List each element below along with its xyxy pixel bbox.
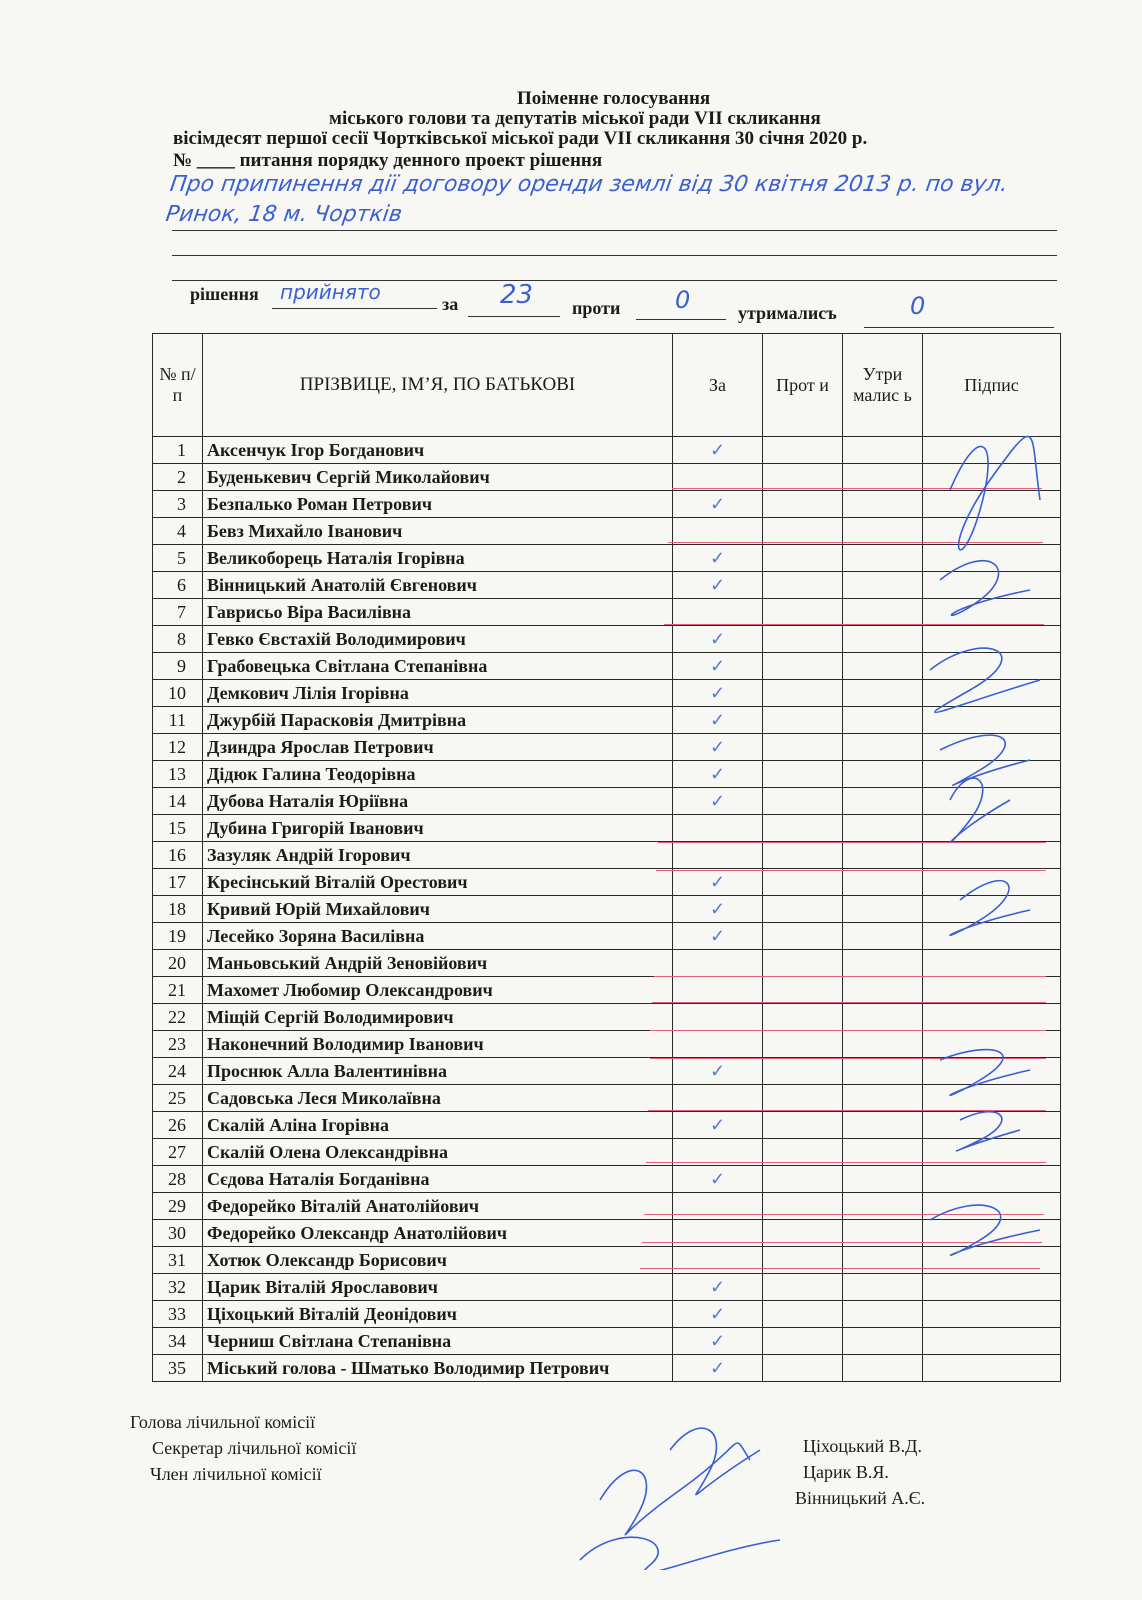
vote-abstained-cell xyxy=(843,1085,923,1112)
table-row xyxy=(153,1274,1061,1301)
vote-for-mark: ✓ xyxy=(673,626,763,653)
vote-against-cell xyxy=(763,1247,843,1274)
vote-against-cell xyxy=(763,1193,843,1220)
vote-abstained-cell xyxy=(843,950,923,977)
vote-abstained-cell xyxy=(843,1274,923,1301)
vote-abstained-cell xyxy=(843,1031,923,1058)
vote-against-cell xyxy=(763,1166,843,1193)
row-number: 26 xyxy=(153,1112,203,1139)
vote-for-mark: ✓ xyxy=(673,437,763,464)
vote-for-mark xyxy=(673,1247,763,1274)
deputy-name: Наконечний Володимир Іванович xyxy=(203,1031,673,1058)
vote-abstained-cell xyxy=(843,842,923,869)
row-number: 34 xyxy=(153,1328,203,1355)
vote-against-cell xyxy=(763,761,843,788)
member-name: Вінницький А.Є. xyxy=(795,1488,926,1508)
vote-abstained-cell xyxy=(843,1058,923,1085)
deputy-name: Вінницький Анатолій Євгенович xyxy=(203,572,673,599)
vote-abstained-cell xyxy=(843,599,923,626)
vote-abstained-cell xyxy=(843,896,923,923)
vote-against-cell xyxy=(763,842,843,869)
row-number: 32 xyxy=(153,1274,203,1301)
deputy-name: Буденькевич Сергій Миколайович xyxy=(203,464,673,491)
row-number: 23 xyxy=(153,1031,203,1058)
signatures-column xyxy=(920,420,1060,1260)
vote-against-cell xyxy=(763,1085,843,1112)
vote-against-cell xyxy=(763,1274,843,1301)
row-number: 18 xyxy=(153,896,203,923)
vote-for-mark xyxy=(673,1004,763,1031)
vote-abstained-cell xyxy=(843,815,923,842)
col-abstained: Утри малис ь xyxy=(843,334,923,437)
row-number: 28 xyxy=(153,1166,203,1193)
doc-subtitle-3: № ____ питання порядку денного проект рішення xyxy=(173,150,603,171)
vote-abstained-cell xyxy=(843,653,923,680)
vote-abstained-cell xyxy=(843,518,923,545)
row-number: 22 xyxy=(153,1004,203,1031)
vote-against-cell xyxy=(763,437,843,464)
vote-against-cell xyxy=(763,491,843,518)
deputy-name: Лесейко Зоряна Василівна xyxy=(203,923,673,950)
vote-abstained-cell xyxy=(843,761,923,788)
abstained-label: утрималисъ xyxy=(738,303,837,323)
deputy-name: Скалій Аліна Ігорівна xyxy=(203,1112,673,1139)
row-number: 4 xyxy=(153,518,203,545)
row-number: 19 xyxy=(153,923,203,950)
signature-cell xyxy=(923,1328,1061,1355)
deputy-name: Демкович Лілія Ігорівна xyxy=(203,680,673,707)
deputy-name: Кривий Юрій Михайлович xyxy=(203,896,673,923)
doc-subtitle-2: вісімдесят першої сесії Чортківської міської ради VII скликання 30 січня 2020 р. xyxy=(173,128,868,149)
doc-title: Поіменне голосування xyxy=(517,88,711,109)
doc-subtitle-1: міського голови та депутатів міської ради VII скликання xyxy=(329,108,821,129)
vote-for-mark xyxy=(673,464,763,491)
vote-against-cell xyxy=(763,1355,843,1382)
vote-abstained-cell xyxy=(843,572,923,599)
vote-against-cell xyxy=(763,1112,843,1139)
abstained-count: 0 xyxy=(910,292,926,320)
chair-label: Голова лічильної комісії xyxy=(130,1412,316,1432)
deputy-name: Бевз Михайло Іванович xyxy=(203,518,673,545)
vote-abstained-cell xyxy=(843,1004,923,1031)
signature-cell xyxy=(923,1274,1061,1301)
row-number: 35 xyxy=(153,1355,203,1382)
vote-for-mark: ✓ xyxy=(673,1274,763,1301)
row-number: 10 xyxy=(153,680,203,707)
row-number: 13 xyxy=(153,761,203,788)
deputy-name: Федорейко Олександр Анатолійович xyxy=(203,1220,673,1247)
row-number: 29 xyxy=(153,1193,203,1220)
vote-for-mark: ✓ xyxy=(673,1328,763,1355)
vote-for-mark: ✓ xyxy=(673,734,763,761)
row-number: 20 xyxy=(153,950,203,977)
vote-abstained-cell xyxy=(843,869,923,896)
vote-for-mark: ✓ xyxy=(673,1058,763,1085)
deputy-name: Садовська Леся Миколаївна xyxy=(203,1085,673,1112)
vote-against-cell xyxy=(763,1328,843,1355)
handwritten-topic: Про припинення дії договору оренди землі від 30 квітня 2013 р. по вул. Ринок, 18 м. Чортків xyxy=(164,172,1010,227)
deputy-name: Джурбій Парасковія Дмитрівна xyxy=(203,707,673,734)
deputy-name: Міський голова - Шматько Володимир Петрович xyxy=(203,1355,673,1382)
vote-for-mark: ✓ xyxy=(673,1301,763,1328)
col-for: За xyxy=(673,334,763,437)
deputy-name: Черниш Світлана Степанівна xyxy=(203,1328,673,1355)
signature-cell xyxy=(923,1355,1061,1382)
deputy-name: Проснюк Алла Валентинівна xyxy=(203,1058,673,1085)
vote-against-cell xyxy=(763,653,843,680)
vote-for-mark xyxy=(673,950,763,977)
vote-against-cell xyxy=(763,1031,843,1058)
signature-cell xyxy=(923,1301,1061,1328)
row-number: 2 xyxy=(153,464,203,491)
vote-abstained-cell xyxy=(843,437,923,464)
vote-abstained-cell xyxy=(843,680,923,707)
row-number: 11 xyxy=(153,707,203,734)
vote-for-mark: ✓ xyxy=(673,653,763,680)
vote-abstained-cell xyxy=(843,491,923,518)
vote-against-cell xyxy=(763,518,843,545)
row-number: 7 xyxy=(153,599,203,626)
vote-against-cell xyxy=(763,1301,843,1328)
vote-for-mark: ✓ xyxy=(673,680,763,707)
row-number: 16 xyxy=(153,842,203,869)
row-number: 21 xyxy=(153,977,203,1004)
vote-abstained-cell xyxy=(843,626,923,653)
vote-abstained-cell xyxy=(843,1166,923,1193)
decision-label: рішення xyxy=(190,284,259,304)
row-number: 6 xyxy=(153,572,203,599)
vote-against-cell xyxy=(763,464,843,491)
vote-against-cell xyxy=(763,599,843,626)
secretary-label: Секретар лічильної комісії xyxy=(152,1438,357,1458)
deputy-name: Аксенчук Ігор Богданович xyxy=(203,437,673,464)
col-signature: Підпис xyxy=(923,334,1061,437)
row-number: 9 xyxy=(153,653,203,680)
vote-against-cell xyxy=(763,626,843,653)
deputy-name: Міщій Сергій Володимирович xyxy=(203,1004,673,1031)
col-num: № п/п xyxy=(153,334,203,437)
col-against: Прот и xyxy=(763,334,843,437)
vote-against-cell xyxy=(763,1058,843,1085)
vote-for-mark: ✓ xyxy=(673,896,763,923)
chair-name: Ціхоцький В.Д. xyxy=(803,1436,922,1456)
against-label: проти xyxy=(572,298,621,318)
deputy-name: Безпалько Роман Петрович xyxy=(203,491,673,518)
vote-abstained-cell xyxy=(843,1301,923,1328)
deputy-name: Дідюк Галина Теодорівна xyxy=(203,761,673,788)
table-row xyxy=(153,1301,1061,1328)
deputy-name: Махомет Любомир Олександрович xyxy=(203,977,673,1004)
deputy-name: Хотюк Олександр Борисович xyxy=(203,1247,673,1274)
vote-for-mark xyxy=(673,1031,763,1058)
deputy-name: Гаврисьо Віра Василівна xyxy=(203,599,673,626)
vote-abstained-cell xyxy=(843,545,923,572)
vote-against-cell xyxy=(763,896,843,923)
row-number: 14 xyxy=(153,788,203,815)
vote-against-cell xyxy=(763,734,843,761)
vote-against-cell xyxy=(763,977,843,1004)
secretary-name: Царик В.Я. xyxy=(803,1462,889,1482)
deputy-name: Сєдова Наталія Богданівна xyxy=(203,1166,673,1193)
vote-against-cell xyxy=(763,869,843,896)
vote-for-mark xyxy=(673,599,763,626)
vote-for-mark xyxy=(673,1085,763,1112)
row-number: 17 xyxy=(153,869,203,896)
vote-abstained-cell xyxy=(843,464,923,491)
vote-abstained-cell xyxy=(843,788,923,815)
vote-for-mark: ✓ xyxy=(673,869,763,896)
row-number: 3 xyxy=(153,491,203,518)
vote-abstained-cell xyxy=(843,734,923,761)
row-number: 8 xyxy=(153,626,203,653)
row-number: 31 xyxy=(153,1247,203,1274)
vote-against-cell xyxy=(763,923,843,950)
vote-against-cell xyxy=(763,788,843,815)
for-label: за xyxy=(442,294,459,314)
deputy-name: Дубина Григорій Іванович xyxy=(203,815,673,842)
deputy-name: Зазуляк Андрій Ігорович xyxy=(203,842,673,869)
deputy-name: Гевко Євстахій Володимирович xyxy=(203,626,673,653)
row-number: 25 xyxy=(153,1085,203,1112)
vote-against-cell xyxy=(763,680,843,707)
vote-abstained-cell xyxy=(843,1328,923,1355)
vote-for-mark xyxy=(673,815,763,842)
row-number: 12 xyxy=(153,734,203,761)
vote-abstained-cell xyxy=(843,977,923,1004)
vote-abstained-cell xyxy=(843,1193,923,1220)
vote-for-mark: ✓ xyxy=(673,788,763,815)
deputy-name: Дзиндра Ярослав Петрович xyxy=(203,734,673,761)
deputy-name: Скалій Олена Олександрівна xyxy=(203,1139,673,1166)
deputy-name: Кресінський Віталій Орестович xyxy=(203,869,673,896)
deputy-name: Ціхоцький Віталій Деонідович xyxy=(203,1301,673,1328)
vote-for-mark xyxy=(673,842,763,869)
vote-against-cell xyxy=(763,950,843,977)
vote-for-mark: ✓ xyxy=(673,1355,763,1382)
member-label: Член лічильної комісії xyxy=(150,1464,322,1484)
vote-abstained-cell xyxy=(843,1112,923,1139)
col-name: ПРІЗВИЦЕ, ІМ’Я, ПО БАТЬКОВІ xyxy=(203,334,673,437)
vote-abstained-cell xyxy=(843,1247,923,1274)
commission-signatures xyxy=(560,1390,800,1570)
vote-for-mark xyxy=(673,1193,763,1220)
vote-for-mark: ✓ xyxy=(673,1112,763,1139)
vote-for-mark xyxy=(673,977,763,1004)
row-number: 30 xyxy=(153,1220,203,1247)
row-number: 24 xyxy=(153,1058,203,1085)
decision-value: прийнято xyxy=(280,280,381,304)
deputy-name: Царик Віталій Ярославович xyxy=(203,1274,673,1301)
table-row xyxy=(153,1328,1061,1355)
vote-for-mark: ✓ xyxy=(673,923,763,950)
vote-against-cell xyxy=(763,572,843,599)
vote-for-mark: ✓ xyxy=(673,1166,763,1193)
vote-for-mark: ✓ xyxy=(673,491,763,518)
vote-for-mark: ✓ xyxy=(673,545,763,572)
vote-for-mark: ✓ xyxy=(673,707,763,734)
row-number: 5 xyxy=(153,545,203,572)
row-number: 27 xyxy=(153,1139,203,1166)
vote-abstained-cell xyxy=(843,707,923,734)
row-number: 15 xyxy=(153,815,203,842)
for-count: 23 xyxy=(500,280,534,310)
vote-for-mark xyxy=(673,518,763,545)
deputy-name: Маньовський Андрій Зеновійович xyxy=(203,950,673,977)
deputy-name: Великоборець Наталія Ігорівна xyxy=(203,545,673,572)
vote-against-cell xyxy=(763,707,843,734)
deputy-name: Грабовецька Світлана Степанівна xyxy=(203,653,673,680)
vote-abstained-cell xyxy=(843,1355,923,1382)
deputy-name: Федорейко Віталій Анатолійович xyxy=(203,1193,673,1220)
against-count: 0 xyxy=(675,286,691,314)
vote-for-mark: ✓ xyxy=(673,572,763,599)
vote-abstained-cell xyxy=(843,923,923,950)
vote-for-mark: ✓ xyxy=(673,761,763,788)
vote-against-cell xyxy=(763,1004,843,1031)
row-number: 1 xyxy=(153,437,203,464)
vote-against-cell xyxy=(763,545,843,572)
vote-against-cell xyxy=(763,815,843,842)
deputy-name: Дубова Наталія Юріївна xyxy=(203,788,673,815)
table-row xyxy=(153,1355,1061,1382)
row-number: 33 xyxy=(153,1301,203,1328)
